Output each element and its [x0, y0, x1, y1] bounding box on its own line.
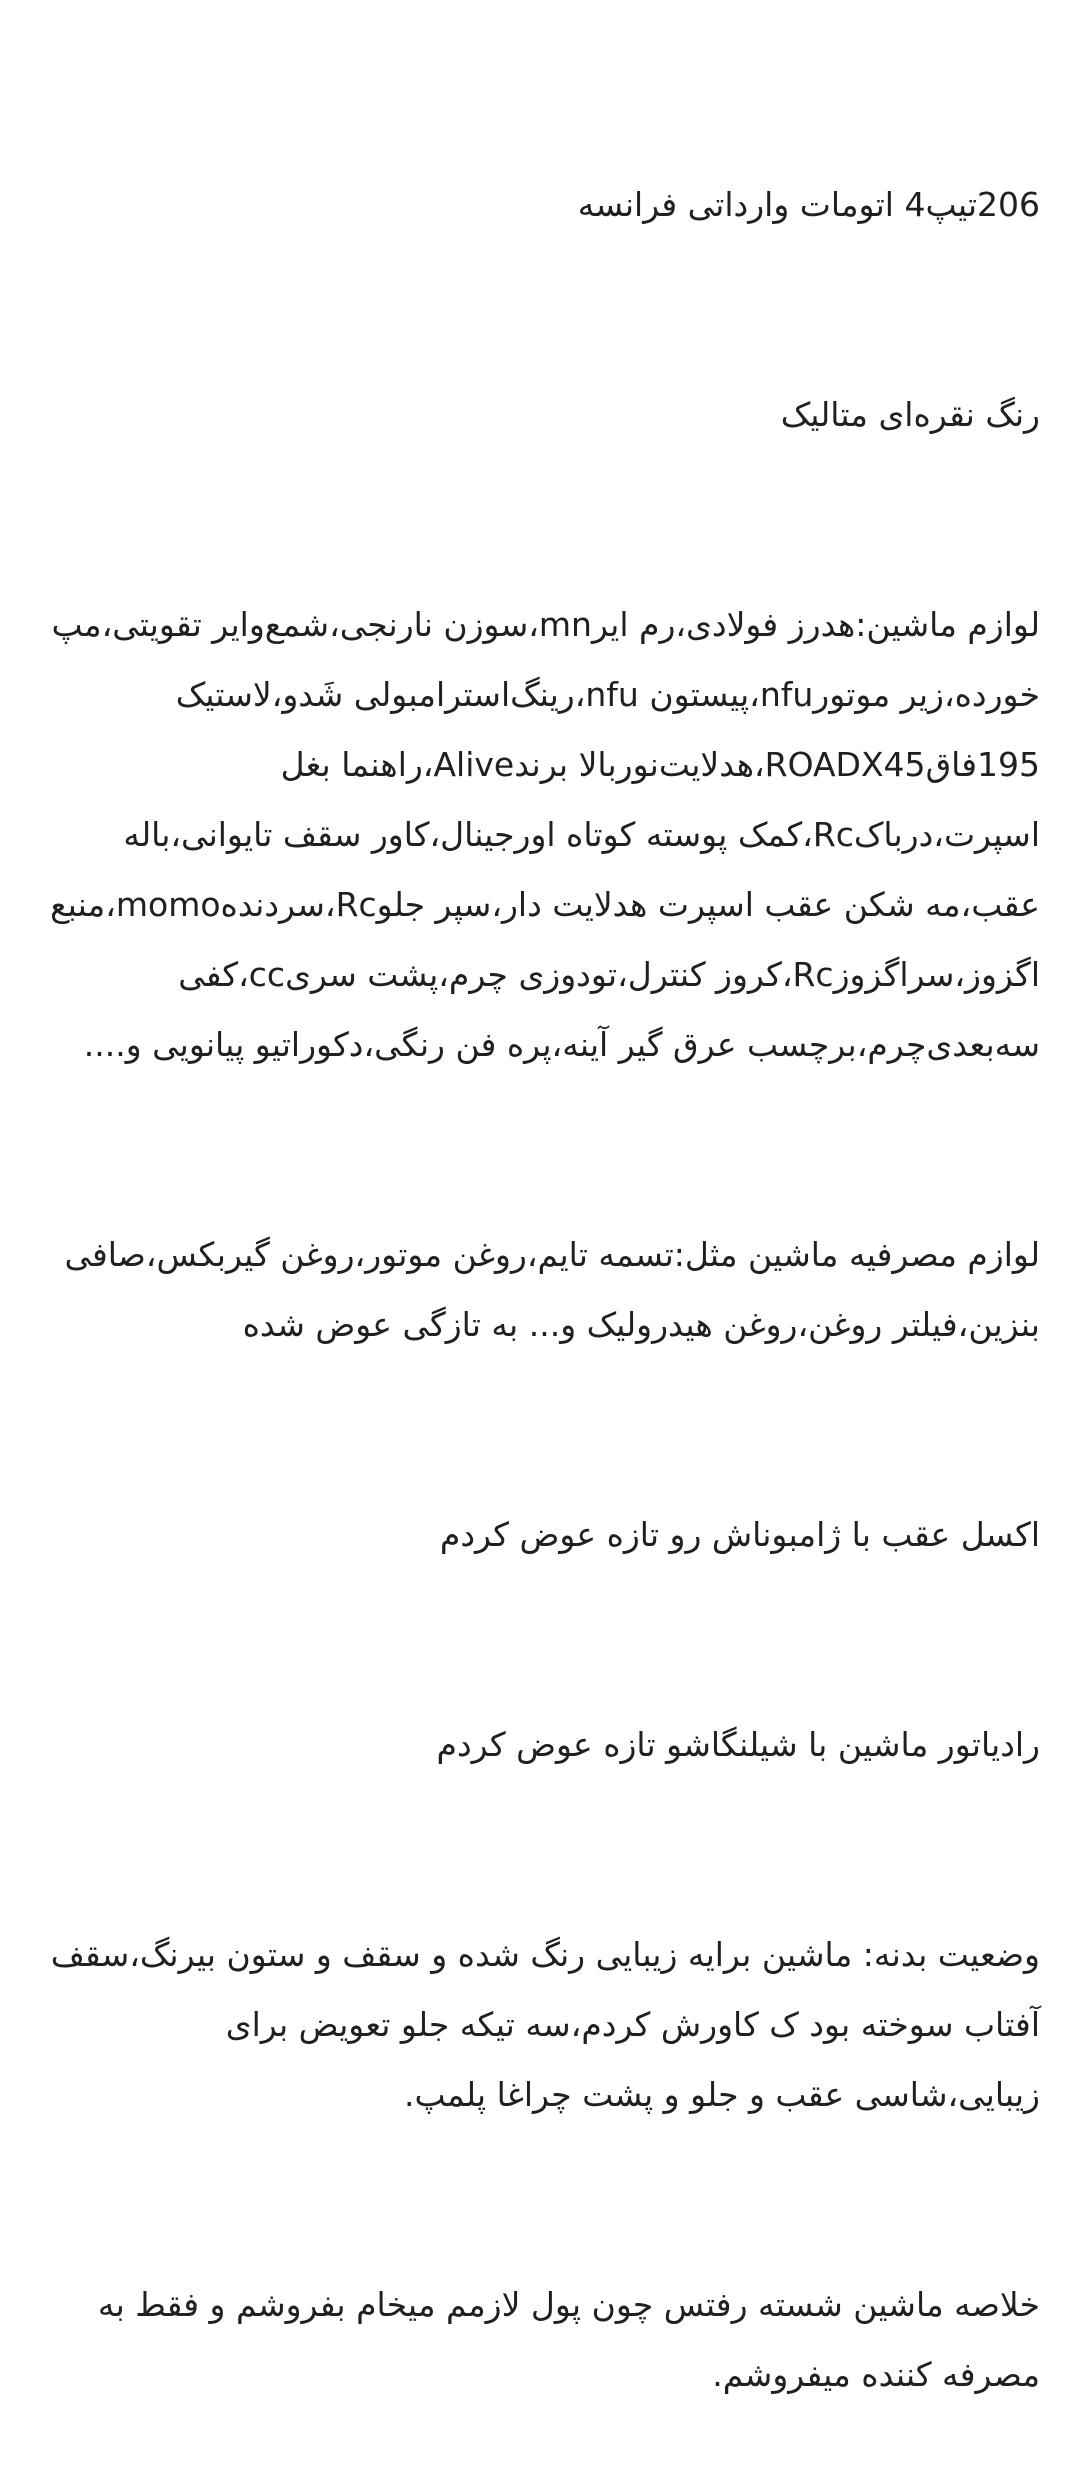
description-paragraph-title: 206تیپ4 اتومات وارداتی فرانسه: [577, 185, 1040, 224]
ad-description: [40, 30, 1040, 2480]
description-paragraph-body-condition: وضعیت بدنه: ماشین برایه زیبایی رنگ شده و سقف و ستون بیرنگ،سقف آفتاب سوخته بود ک کاورش کردم،سه تیکه جلو تعویض برای زیبایی،شاسی عقب و جلو و پشت چراغا پلمپ.: [40, 1935, 1040, 2114]
description-paragraph-axle: اکسل عقب با ژامبوناش رو تازه عوض کردم: [439, 1515, 1040, 1554]
description-paragraph-radiator: رادیاتور ماشین با شیلنگاشو تازه عوض کردم: [436, 1725, 1040, 1764]
description-paragraph-summary: خلاصه ماشین شسته رفتس چون پول لازمم میخام بفروشم و فقط به مصرفه کننده میفروشم.: [87, 2285, 1040, 2394]
description-paragraph-accessories: لوازم ماشین:هدرز فولادی،رم ایرmn،سوزن نارنجی،شمع‌وایر تقویتی،مپ خورده،زیر موتورnfu،پیستون nfu،رینگ‌استرامبولی شَدو،لاستیک 195فاقROADX45،هدلایت‌نوربالا برندAlive،راهنما بغل اسپرت،درباکRc،کمک پوسته کوتاه اورجینال،کاور سقف تایوانی،باله عقب،مه شکن عقب اسپرت هدلایت دار،سپر جلوRc،سردندهmomo،منبع اگزوز،سراگزوزRc،کروز کنترل،تودوزی چرم،پشت سریcc،کفی سه‌بعدی‌چرم،برچسب عرق گیر آینه،پره فن رنگی،دکوراتیو پیانویی و....: [39, 605, 1040, 1064]
description-paragraph-color: رنگ نقره‌ای متالیک: [780, 395, 1040, 434]
description-paragraph-consumables: لوازم مصرفیه ماشین مثل:تسمه تایم،روغن موتور،روغن گیربکس،صافی بنزین،فیلتر روغن،روغن هیدرولیک و... به تازگی عوض شده: [53, 1235, 1040, 1344]
